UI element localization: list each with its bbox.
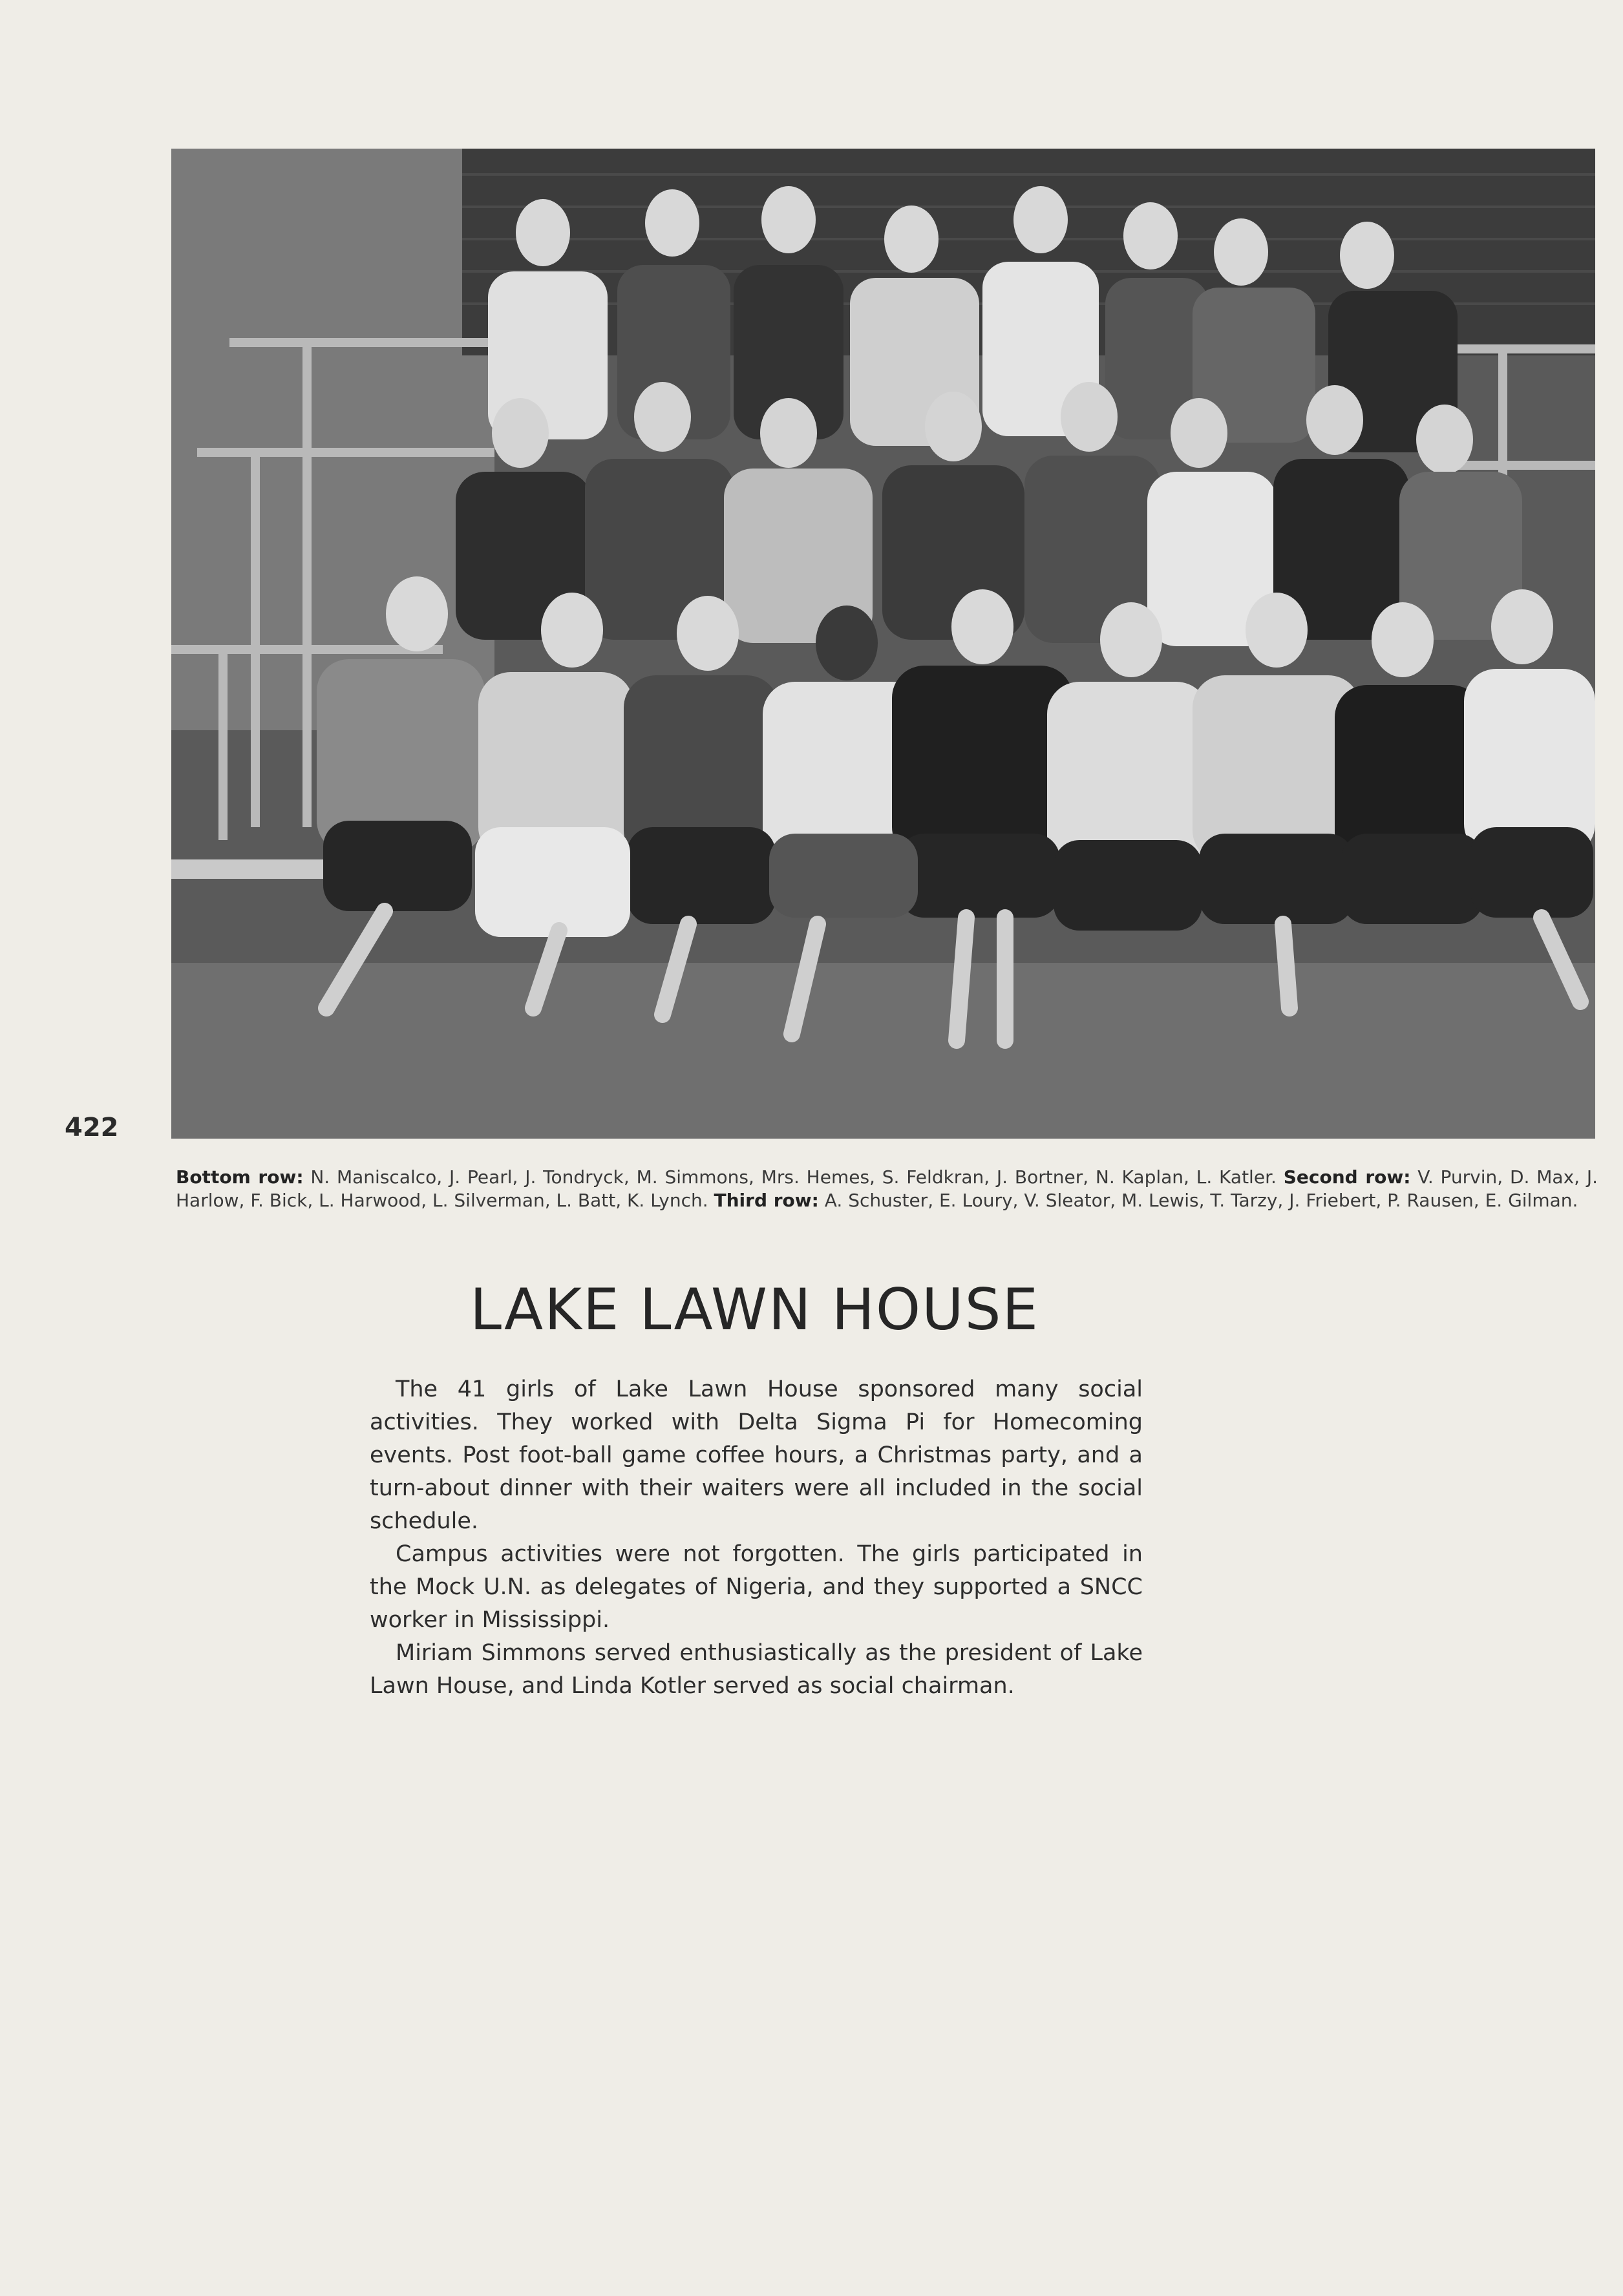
photo-caption <box>176 1166 1598 1212</box>
paragraph: The 41 girls of Lake Lawn House sponsored many social activities. They worked with Delta Sigma Pi for Homecoming events. Post foot-ball game coffee hours, a Christmas party, and a turn-about dinner with their waiters were all included in the social schedule. <box>370 1376 1143 1534</box>
group-photo <box>171 149 1595 1139</box>
paragraph: Campus activities were not forgotten. The girls participated in the Mock U.N. as delegates of Nigeria, and they supported a SNCC worker in Mississippi. <box>370 1541 1143 1633</box>
caption-row-names: V. Purvin, D. Max, J. Harlow, F. Bick, L. Harwood, L. Silverman, L. Batt, K. Lynch. <box>176 1166 1598 1211</box>
page-number: 422 <box>65 1113 119 1143</box>
article-body <box>370 1373 1143 1703</box>
caption-row-label: Second row: <box>1283 1166 1411 1188</box>
page-title: LAKE LAWN HOUSE <box>469 1276 1040 1343</box>
caption-row-label: Bottom row: <box>176 1166 304 1188</box>
caption-row-label: Third row: <box>714 1190 819 1211</box>
caption-row-names: A. Schuster, E. Loury, V. Sleator, M. Lewis, T. Tarzy, J. Friebert, P. Rausen, E. Gilman. <box>824 1190 1578 1211</box>
paragraph: Miriam Simmons served enthusiastically as the president of Lake Lawn House, and Linda Kotler served as social chairman. <box>370 1640 1143 1699</box>
caption-row-names: N. Maniscalco, J. Pearl, J. Tondryck, M. Simmons, Mrs. Hemes, S. Feldkran, J. Bortner, N. Kaplan, L. Katler. <box>310 1166 1277 1188</box>
